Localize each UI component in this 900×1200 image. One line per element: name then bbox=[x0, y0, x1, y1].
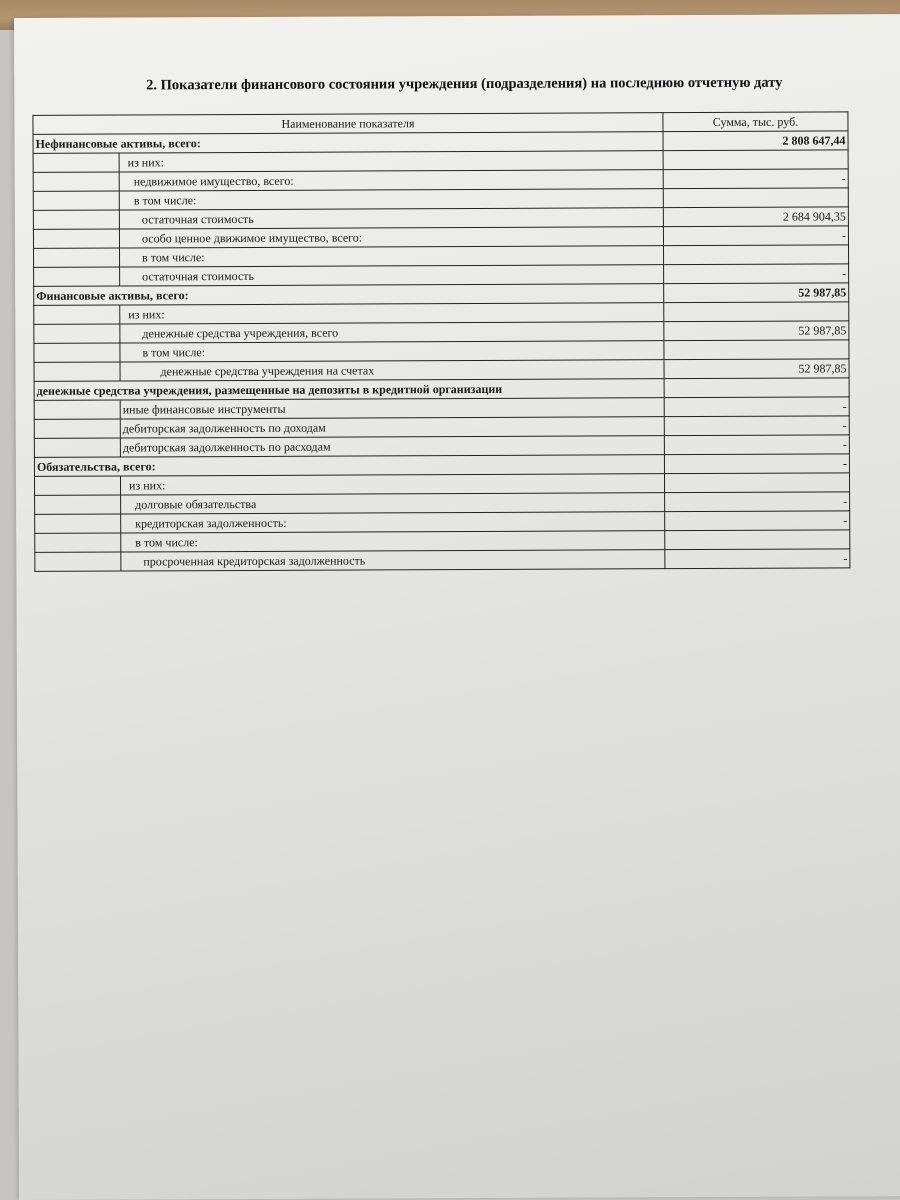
row-value bbox=[664, 302, 849, 322]
row-label: дебиторская задолженность по расходам bbox=[120, 436, 664, 457]
row-label: Финансовые активы, всего: bbox=[34, 284, 664, 306]
row-value: - bbox=[664, 435, 849, 455]
row-label: остаточная стоимость bbox=[119, 208, 663, 229]
row-label: остаточная стоимость bbox=[120, 265, 664, 286]
row-value: - bbox=[663, 169, 848, 189]
row-label: Нефинансовые активы, всего: bbox=[33, 132, 663, 154]
row-value: 2 808 647,44 bbox=[663, 131, 848, 151]
row-label: иные финансовые инструменты bbox=[120, 398, 664, 419]
row-label: в том числе: bbox=[119, 189, 663, 210]
row-value: 52 987,85 bbox=[664, 283, 849, 303]
row-label: из них: bbox=[120, 303, 664, 324]
row-value: - bbox=[665, 549, 850, 569]
row-label: кредиторская задолженность: bbox=[121, 512, 665, 533]
row-value bbox=[664, 340, 849, 360]
row-value: - bbox=[664, 264, 849, 284]
row-label: в том числе: bbox=[120, 246, 664, 267]
row-label: денежные средства учреждения на счетах bbox=[120, 360, 664, 381]
row-label: Обязательства, всего: bbox=[34, 455, 664, 477]
column-header-sum: Сумма, тыс. руб. bbox=[663, 112, 848, 132]
row-label: просроченная кредиторская задолженность bbox=[121, 550, 665, 571]
row-label: в том числе: bbox=[120, 341, 664, 362]
row-value: - bbox=[664, 397, 849, 417]
row-label: недвижимое имущество, всего: bbox=[119, 170, 663, 191]
row-label: денежные средства учреждения, всего bbox=[120, 322, 664, 343]
row-value bbox=[663, 245, 848, 265]
table-row bbox=[35, 549, 850, 572]
row-value bbox=[663, 150, 848, 170]
row-value bbox=[663, 188, 848, 208]
row-value bbox=[664, 378, 849, 398]
row-value: - bbox=[665, 492, 850, 512]
row-value bbox=[664, 473, 849, 493]
row-value: - bbox=[664, 416, 849, 436]
row-value: - bbox=[664, 454, 849, 474]
row-label: дебиторская задолженность по доходам bbox=[120, 417, 664, 438]
row-label: из них: bbox=[119, 151, 663, 172]
document-title: 2. Показатели финансового состояния учреждения (подразделения) на последнюю отчетную дату bbox=[146, 74, 783, 94]
row-value: - bbox=[663, 226, 848, 246]
column-header-name: Наименование показателя bbox=[33, 113, 663, 135]
row-label: в том числе: bbox=[121, 531, 665, 552]
row-label: долговые обязательства bbox=[121, 493, 665, 514]
document-page bbox=[14, 14, 900, 1200]
financial-indicators-table bbox=[32, 111, 850, 572]
row-value bbox=[665, 530, 850, 550]
row-label: денежные средства учреждения, размещенные на депозиты в кредитной организации bbox=[34, 379, 664, 401]
row-value: 2 684 904,35 bbox=[663, 207, 848, 227]
row-value: - bbox=[665, 511, 850, 531]
row-value: 52 987,85 bbox=[664, 321, 849, 341]
row-label: особо ценное движимое имущество, всего: bbox=[119, 227, 663, 248]
row-label: из них: bbox=[120, 474, 664, 495]
row-value: 52 987,85 bbox=[664, 359, 849, 379]
